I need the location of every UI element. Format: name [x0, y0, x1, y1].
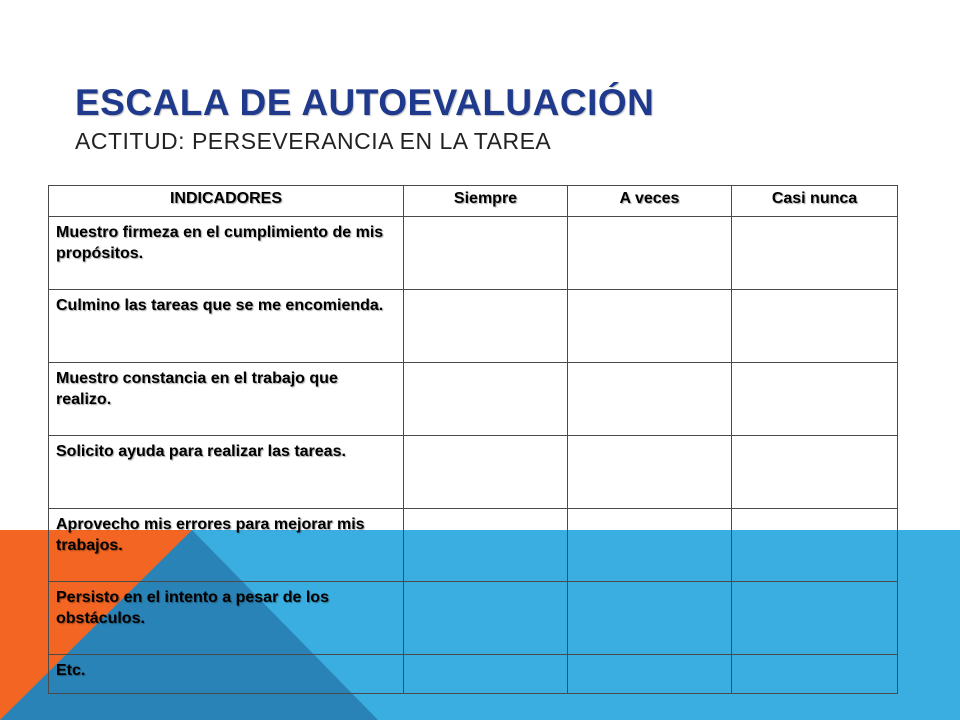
a-veces-cell[interactable] — [568, 363, 732, 436]
indicator-cell: Muestro constancia en el trabajo que realizo. — [49, 363, 404, 436]
siempre-cell[interactable] — [404, 655, 568, 694]
page-subtitle: ACTITUD: PERSEVERANCIA EN LA TAREA — [75, 128, 552, 154]
indicator-cell: Aprovecho mis errores para mejorar mis trabajos. — [49, 509, 404, 582]
siempre-cell[interactable] — [404, 290, 568, 363]
casi-nunca-cell[interactable] — [732, 363, 898, 436]
header-a-veces: A veces — [568, 186, 732, 217]
casi-nunca-cell[interactable] — [732, 436, 898, 509]
table-row — [49, 655, 898, 694]
a-veces-cell[interactable] — [568, 509, 732, 582]
indicator-cell: Culmino las tareas que se me encomienda. — [49, 290, 404, 363]
a-veces-cell[interactable] — [568, 290, 732, 363]
indicator-cell: Solicito ayuda para realizar las tareas. — [49, 436, 404, 509]
a-veces-cell[interactable] — [568, 582, 732, 655]
table-header-row — [49, 186, 898, 217]
table-row — [49, 290, 898, 363]
table-row — [49, 509, 898, 582]
siempre-cell[interactable] — [404, 509, 568, 582]
indicator-cell: Muestro firmeza en el cumplimiento de mis propósitos. — [49, 217, 404, 290]
table-row — [49, 363, 898, 436]
table-row — [49, 217, 898, 290]
page-title: ESCALA DE AUTOEVALUACIÓN — [75, 82, 655, 123]
a-veces-cell[interactable] — [568, 217, 732, 290]
casi-nunca-cell[interactable] — [732, 217, 898, 290]
casi-nunca-cell[interactable] — [732, 290, 898, 363]
indicator-cell: Persisto en el intento a pesar de los obstáculos. — [49, 582, 404, 655]
header-casi-nunca: Casi nunca — [732, 186, 898, 217]
siempre-cell[interactable] — [404, 363, 568, 436]
indicator-cell: Etc. — [49, 655, 404, 694]
casi-nunca-cell[interactable] — [732, 655, 898, 694]
header-siempre: Siempre — [404, 186, 568, 217]
casi-nunca-cell[interactable] — [732, 509, 898, 582]
casi-nunca-cell[interactable] — [732, 582, 898, 655]
siempre-cell[interactable] — [404, 217, 568, 290]
a-veces-cell[interactable] — [568, 436, 732, 509]
siempre-cell[interactable] — [404, 436, 568, 509]
siempre-cell[interactable] — [404, 582, 568, 655]
table-row — [49, 582, 898, 655]
a-veces-cell[interactable] — [568, 655, 732, 694]
header-indicadores: INDICADORES — [49, 186, 404, 217]
table-row — [49, 436, 898, 509]
self-evaluation-table — [48, 185, 898, 694]
